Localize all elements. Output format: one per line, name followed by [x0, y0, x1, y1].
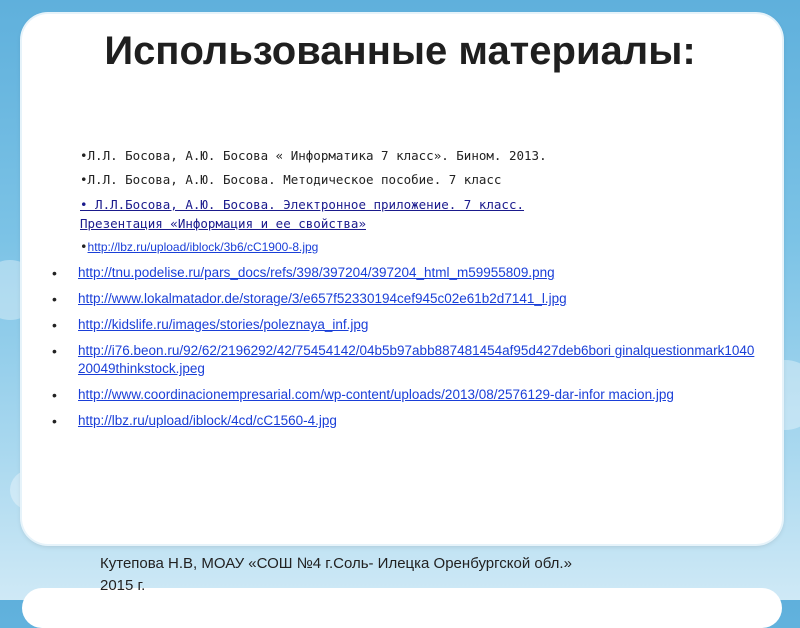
- list-item: [44, 264, 764, 282]
- list-item: [44, 386, 758, 404]
- footer-credit: [100, 553, 760, 597]
- reference-item-link[interactable]: • Л.Л.Босова, А.Ю. Босова. Электронное приложение. 7 класс.: [80, 197, 525, 212]
- footer-line: 2015 г.: [100, 577, 146, 594]
- reference-url-link[interactable]: http://lbz.ru/upload/iblock/3b6/cC1900-8.jpg: [87, 240, 319, 254]
- url-link[interactable]: http://tnu.podelise.ru/pars_docs/refs/398/397204/397204_html_m59955809.png: [78, 265, 555, 280]
- references-block: [80, 144, 760, 259]
- url-link[interactable]: http://lbz.ru/upload/iblock/4cd/cC1560-4.jpg: [78, 413, 337, 428]
- url-link[interactable]: http://i76.beon.ru/92/62/2196292/42/75454142/04b5b97abb887481454af95d427deb6bori ginalquestionmark104020049thinkstock.jpeg: [78, 343, 755, 376]
- url-link[interactable]: http://kidslife.ru/images/stories/poleznaya_inf.jpg: [78, 317, 369, 332]
- reference-item-link[interactable]: Презентация «Информация и ее свойства»: [80, 216, 366, 231]
- bullet: •: [80, 239, 88, 254]
- url-link-list: [44, 264, 764, 438]
- list-item: [44, 342, 758, 378]
- list-item: [44, 412, 764, 430]
- url-link[interactable]: http://www.coordinacionempresarial.com/wp-content/uploads/2013/08/2576129-dar-infor macion.jpg: [78, 387, 674, 402]
- reference-item: •Л.Л. Босова, А.Ю. Босова « Информатика 7 класс». Бином. 2013.: [80, 148, 547, 163]
- reference-link-row: [80, 235, 760, 259]
- slide-title: Использованные материалы:: [104, 29, 696, 73]
- list-item: [44, 290, 764, 308]
- reference-item: •Л.Л. Босова, А.Ю. Босова. Методическое пособие. 7 класс: [80, 172, 502, 187]
- footer-line: Кутепова Н.В, МОАУ «СОШ №4 г.Соль- Илецка Оренбургской обл.»: [100, 555, 572, 572]
- url-link[interactable]: http://www.lokalmatador.de/storage/3/e657f52330194cef945c02e61b2d7141_l.jpg: [78, 291, 567, 306]
- list-item: [44, 316, 764, 334]
